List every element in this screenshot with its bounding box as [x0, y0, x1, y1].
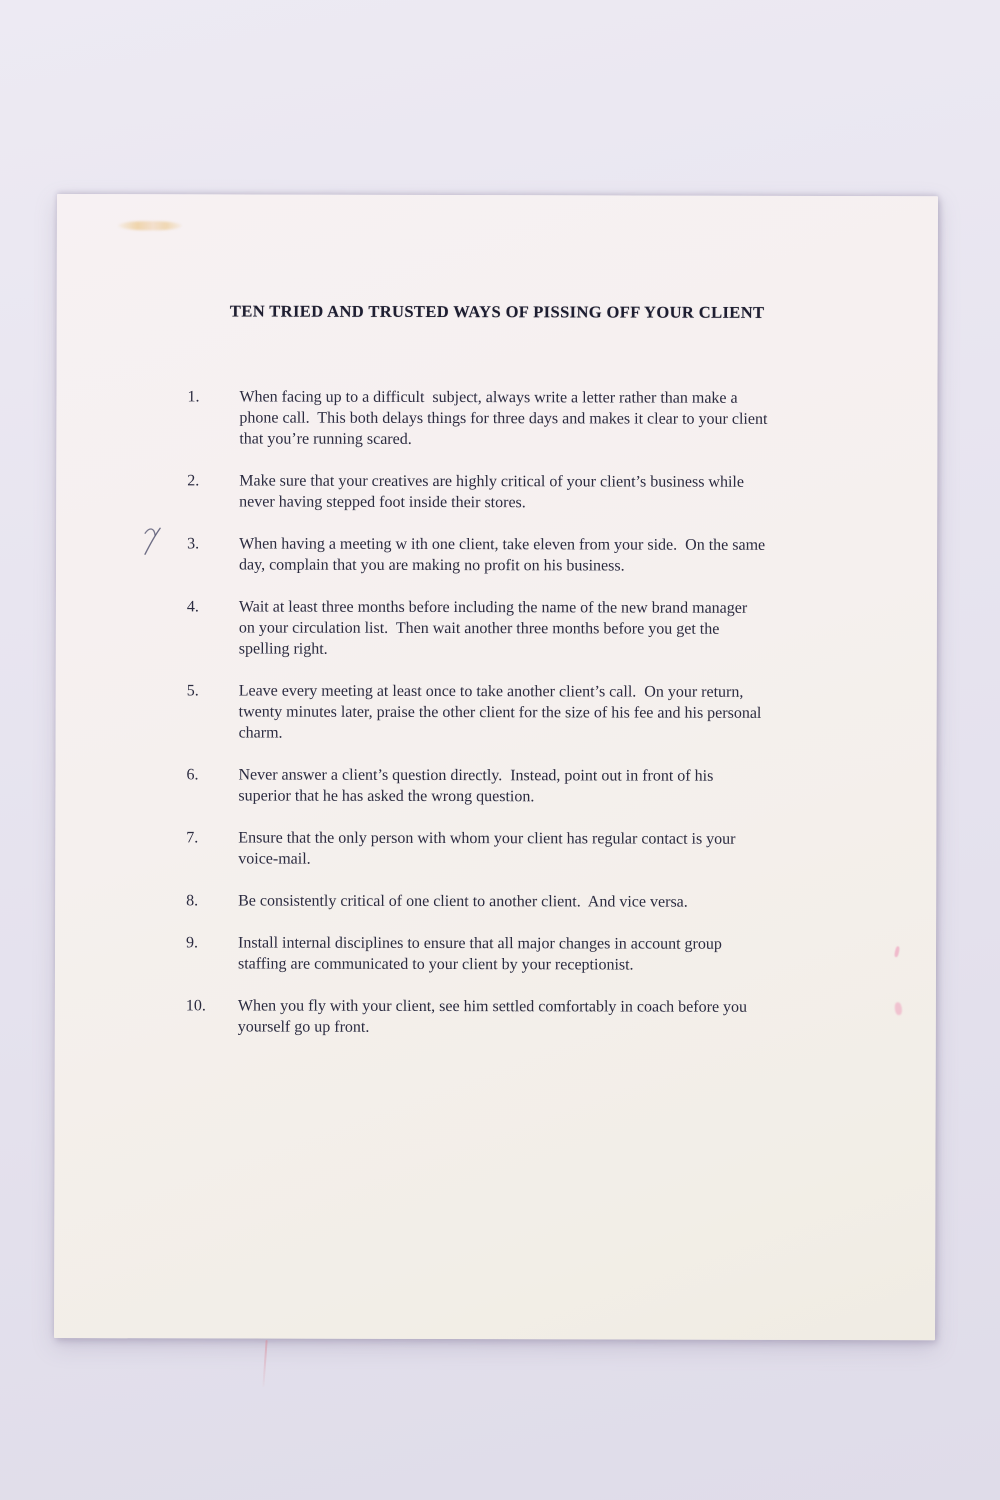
list-item	[186, 932, 834, 976]
pink-ink-speck	[894, 946, 900, 958]
numbered-list	[186, 386, 836, 1060]
item-text: Leave every meeting at least once to take another client’s call. On your return, twenty minutes later, praise the other client for the size of his fee and his personal charm.	[238, 682, 762, 742]
list-item	[186, 995, 834, 1039]
pink-ink-speck	[894, 1002, 903, 1016]
item-number: 7.	[186, 829, 199, 847]
item-number: 8.	[186, 892, 199, 910]
document-title: TEN TRIED AND TRUSTED WAYS OF PISSING OFF YOUR CLIENT	[229, 301, 765, 322]
list-item	[187, 386, 835, 451]
handwritten-pen-mark	[141, 525, 167, 557]
item-number: 9.	[186, 934, 199, 952]
item-text: Be consistently critical of one client to another client. And vice versa.	[238, 892, 688, 911]
item-text: When you fly with your client, see him settled comfortably in coach before you yourself go up front.	[237, 997, 748, 1036]
item-text: Never answer a client’s question directly. Instead, point out in front of his superior that he has asked the wrong question.	[238, 766, 714, 806]
item-number: 4.	[186, 598, 199, 616]
item-text: Ensure that the only person with whom your client has regular contact is your voice-mail.	[238, 829, 736, 868]
item-text: When having a meeting w ith one client, take eleven from your side. On the same day, complain that you are making no profit on his business.	[239, 535, 766, 575]
item-text: Make sure that your creatives are highly critical of your client’s business while never having stepped foot inside their stores.	[239, 472, 745, 512]
item-text: When facing up to a difficult subject, always write a letter rather than make a phone call. This both delays things for three days and makes it clear to your client that you’re running scared.	[239, 388, 768, 448]
item-number: 1.	[187, 388, 200, 406]
item-number: 6.	[186, 766, 199, 784]
list-item	[186, 827, 834, 871]
item-text: Wait at least three months before including the name of the new brand manager on your circulation list. Then wait another three months before you get the spelling right.	[238, 598, 748, 658]
list-item	[187, 533, 835, 577]
item-number: 2.	[187, 472, 200, 490]
paper-document	[54, 194, 938, 1340]
item-text: Install internal disciplines to ensure that all major changes in account group staffing are communicated to your client by your receptionist.	[237, 934, 722, 974]
yellow-stain-mark	[118, 221, 182, 230]
list-item	[186, 764, 834, 808]
stray-fiber	[262, 1340, 267, 1387]
item-number: 3.	[187, 535, 200, 553]
item-number: 10.	[185, 997, 206, 1015]
pen-tick-icon	[141, 525, 167, 557]
list-item	[187, 470, 835, 514]
list-item	[187, 680, 835, 745]
item-number: 5.	[186, 682, 199, 700]
list-item	[187, 596, 835, 661]
list-item	[186, 890, 834, 913]
